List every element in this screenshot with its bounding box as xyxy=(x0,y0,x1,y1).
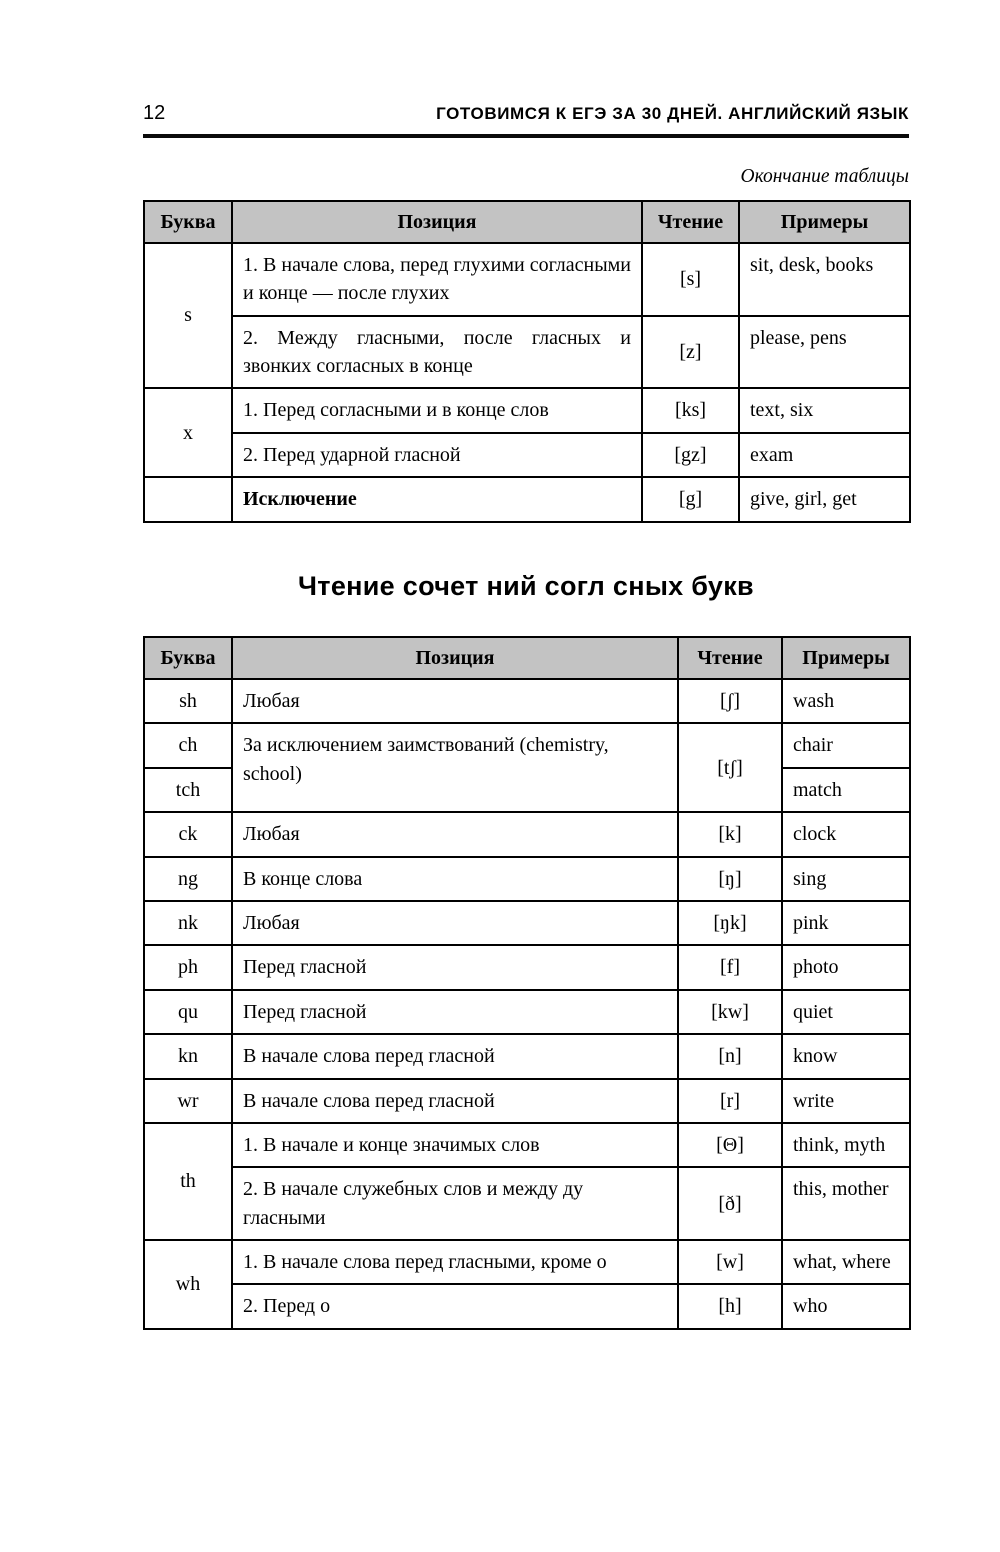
position-cell: Исключение xyxy=(232,477,642,521)
reading-cell: [r] xyxy=(678,1079,782,1123)
reading-cell: [ŋk] xyxy=(678,901,782,945)
reading-cell: [ks] xyxy=(642,388,739,432)
examples-cell: please, pens xyxy=(739,316,910,389)
examples-cell: pink xyxy=(782,901,910,945)
position-cell: В конце слова xyxy=(232,857,678,901)
examples-cell: think, myth xyxy=(782,1123,910,1167)
column-header-position: Позиция xyxy=(232,201,642,243)
reading-cell: [ʃ] xyxy=(678,679,782,723)
position-cell: 2. Перед o xyxy=(232,1284,678,1328)
letter-cell: ch xyxy=(144,723,232,767)
position-cell: 1. В начале слова, перед глухими согласными и конце — после глухих xyxy=(232,243,642,316)
position-cell: 2. Между гласными, после гласных и звонких согласных в конце xyxy=(232,316,642,389)
letter-cell: qu xyxy=(144,990,232,1034)
examples-cell: exam xyxy=(739,433,910,477)
table-row xyxy=(144,477,910,521)
examples-cell: quiet xyxy=(782,990,910,1034)
table-row xyxy=(144,1284,910,1328)
table-continuation-note: Окончание таблицы xyxy=(740,165,909,187)
table-row xyxy=(144,812,910,856)
examples-cell: sing xyxy=(782,857,910,901)
reading-cell: [s] xyxy=(642,243,739,316)
letter-cell xyxy=(144,477,232,521)
reading-cell: [tʃ] xyxy=(678,723,782,812)
reading-cell: [n] xyxy=(678,1034,782,1078)
reading-cell: [ŋ] xyxy=(678,857,782,901)
examples-cell: what, where xyxy=(782,1240,910,1284)
position-cell: Перед гласной xyxy=(232,990,678,1034)
reading-cell: [h] xyxy=(678,1284,782,1328)
header-rule xyxy=(143,134,909,138)
reading-cell: [g] xyxy=(642,477,739,521)
table-row xyxy=(144,723,910,767)
position-cell: В начале слова перед гласной xyxy=(232,1034,678,1078)
reading-cell: [w] xyxy=(678,1240,782,1284)
position-cell: Любая xyxy=(232,679,678,723)
column-header-reading: Чтение xyxy=(678,637,782,679)
examples-cell: this, mother xyxy=(782,1167,910,1240)
position-cell: Любая xyxy=(232,901,678,945)
column-header-reading: Чтение xyxy=(642,201,739,243)
reading-cell: [kw] xyxy=(678,990,782,1034)
examples-cell: give, girl, get xyxy=(739,477,910,521)
examples-cell: who xyxy=(782,1284,910,1328)
position-cell: 2. Перед ударной гласной xyxy=(232,433,642,477)
letter-cell: kn xyxy=(144,1034,232,1078)
table-row xyxy=(144,990,910,1034)
letter-cell: ck xyxy=(144,812,232,856)
examples-cell: photo xyxy=(782,945,910,989)
examples-cell: wash xyxy=(782,679,910,723)
page-number: 12 xyxy=(143,102,166,124)
letter-cell: x xyxy=(144,388,232,477)
letter-cell: th xyxy=(144,1123,232,1240)
letter-cell: sh xyxy=(144,679,232,723)
reading-cell: [k] xyxy=(678,812,782,856)
letter-cell: ng xyxy=(144,857,232,901)
page-content xyxy=(143,0,909,1330)
table-row xyxy=(144,1240,910,1284)
table-row xyxy=(144,1079,910,1123)
examples-cell: sit, desk, books xyxy=(739,243,910,316)
column-header-letter: Буква xyxy=(144,637,232,679)
reading-cell: [ð] xyxy=(678,1167,782,1240)
column-header-examples: Примеры xyxy=(739,201,910,243)
table1-header-row xyxy=(144,201,910,243)
position-cell: В начале слова перед гласной xyxy=(232,1079,678,1123)
consonant-combinations-table xyxy=(143,636,911,1330)
table-row xyxy=(144,1123,910,1167)
position-cell: Любая xyxy=(232,812,678,856)
position-cell: Перед гласной xyxy=(232,945,678,989)
section-title: Чтение сочет ний согл сных букв xyxy=(298,570,754,601)
examples-cell: match xyxy=(782,768,910,812)
table-row xyxy=(144,901,910,945)
letter-cell: wr xyxy=(144,1079,232,1123)
examples-cell: clock xyxy=(782,812,910,856)
reading-cell: [f] xyxy=(678,945,782,989)
reading-cell: [Θ] xyxy=(678,1123,782,1167)
page-header xyxy=(143,0,909,125)
consonant-letters-table xyxy=(143,200,911,523)
table-row xyxy=(144,679,910,723)
position-cell: 1. В начале слова перед гласными, кроме o xyxy=(232,1240,678,1284)
running-title: ГОТОВИМСЯ К ЕГЭ ЗА 30 ДНЕЙ. АНГЛИЙСКИЙ ЯЗЫК xyxy=(436,104,909,123)
reading-cell: [z] xyxy=(642,316,739,389)
table-row xyxy=(144,857,910,901)
table-row xyxy=(144,388,910,432)
table-row xyxy=(144,1167,910,1240)
letter-cell: s xyxy=(144,243,232,389)
table-row xyxy=(144,1034,910,1078)
position-cell: 1. Перед согласными и в конце слов xyxy=(232,388,642,432)
examples-cell: chair xyxy=(782,723,910,767)
column-header-position: Позиция xyxy=(232,637,678,679)
letter-cell: wh xyxy=(144,1240,232,1329)
position-cell: 2. В начале служебных слов и между ду гласными xyxy=(232,1167,678,1240)
letter-cell: nk xyxy=(144,901,232,945)
examples-cell: know xyxy=(782,1034,910,1078)
column-header-letter: Буква xyxy=(144,201,232,243)
table2-header-row xyxy=(144,637,910,679)
table-row xyxy=(144,316,910,389)
examples-cell: text, six xyxy=(739,388,910,432)
letter-cell: ph xyxy=(144,945,232,989)
table-row xyxy=(144,945,910,989)
reading-cell: [gz] xyxy=(642,433,739,477)
table-row xyxy=(144,433,910,477)
position-cell: 1. В начале и конце значимых слов xyxy=(232,1123,678,1167)
position-cell: За исключением заимствований (chemistry, school) xyxy=(232,723,678,812)
letter-cell: tch xyxy=(144,768,232,812)
column-header-examples: Примеры xyxy=(782,637,910,679)
examples-cell: write xyxy=(782,1079,910,1123)
table-row xyxy=(144,243,910,316)
